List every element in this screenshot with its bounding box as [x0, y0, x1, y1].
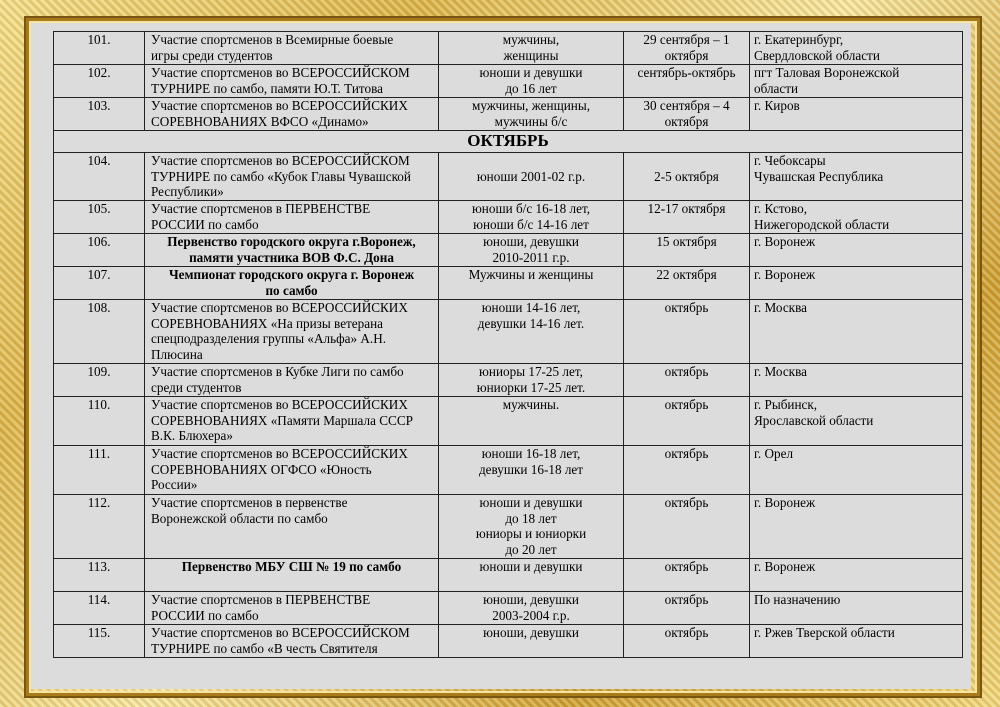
row-number: 105.: [54, 201, 145, 234]
table-row: [54, 397, 963, 446]
events-table: [53, 31, 963, 658]
table-row: [54, 234, 963, 267]
table-row: [54, 300, 963, 364]
event-date: октябрь: [624, 364, 750, 397]
table-row: [54, 267, 963, 300]
event-date: 29 сентября – 1 октября: [624, 32, 750, 65]
event-category: юноши, девушки 2010-2011 г.р.: [439, 234, 624, 267]
row-number: 102.: [54, 65, 145, 98]
event-date: октябрь: [624, 397, 750, 446]
table-row: [54, 153, 963, 201]
row-number: 110.: [54, 397, 145, 446]
event-date: октябрь: [624, 592, 750, 625]
event-category: юноши и девушки до 16 лет: [439, 65, 624, 98]
event-place: пгт Таловая Воронежской области: [750, 65, 963, 98]
month-header-row: [54, 131, 963, 153]
table-row: [54, 592, 963, 625]
event-place: г. Рыбинск, Ярославской области: [750, 397, 963, 446]
event-place: г. Орел: [750, 446, 963, 495]
event-title: Участие спортсменов во ВСЕРОССИЙСКИХ СОРЕВНОВАНИЯХ ОГФСО «Юность России»: [145, 446, 439, 495]
event-category: юниоры 17-25 лет, юниорки 17-25 лет.: [439, 364, 624, 397]
row-number: 111.: [54, 446, 145, 495]
event-title: Участие спортсменов во ВСЕРОССИЙСКИХ СОРЕВНОВАНИЯХ «Памяти Маршала СССР В.К. Блюхера»: [145, 397, 439, 446]
event-place: г. Москва: [750, 300, 963, 364]
table-row: [54, 446, 963, 495]
event-place: г. Екатеринбург, Свердловской области: [750, 32, 963, 65]
event-date: октябрь: [624, 625, 750, 658]
event-place: г. Воронеж: [750, 234, 963, 267]
event-date: 12-17 октября: [624, 201, 750, 234]
event-category: юноши, девушки: [439, 625, 624, 658]
event-category: юноши и девушки: [439, 559, 624, 592]
event-place: г. Воронеж: [750, 559, 963, 592]
row-number: 114.: [54, 592, 145, 625]
table-row: [54, 625, 963, 658]
row-number: 112.: [54, 495, 145, 559]
table-row: [54, 98, 963, 131]
event-place: г. Москва: [750, 364, 963, 397]
event-category: юноши, девушки 2003-2004 г.р.: [439, 592, 624, 625]
table-row: [54, 65, 963, 98]
table-row: [54, 559, 963, 592]
event-date: 15 октября: [624, 234, 750, 267]
event-place: г. Воронеж: [750, 495, 963, 559]
document-page: [31, 23, 971, 689]
event-place: По назначению: [750, 592, 963, 625]
row-number: 108.: [54, 300, 145, 364]
event-title: Участие спортсменов в первенстве Воронежской области по самбо: [145, 495, 439, 559]
event-date: сентябрь-октябрь: [624, 65, 750, 98]
event-title: Первенство городского округа г.Воронеж, памяти участника ВОВ Ф.С. Дона: [145, 234, 439, 267]
event-date: октябрь: [624, 300, 750, 364]
event-category: мужчины, женщины, мужчины б/с: [439, 98, 624, 131]
month-title: ОКТЯБРЬ: [54, 131, 963, 153]
event-category: юноши и девушки до 18 лет юниоры и юниорки до 20 лет: [439, 495, 624, 559]
event-date: октябрь: [624, 559, 750, 592]
event-place: г. Кстово, Нижегородской области: [750, 201, 963, 234]
event-title: Участие спортсменов в Кубке Лиги по самбо среди студентов: [145, 364, 439, 397]
event-title: Участие спортсменов во ВСЕРОССИЙСКИХ СОРЕВНОВАНИЯХ «На призы ветерана спецподразделения группы «Альфа» А.Н. Плюсина: [145, 300, 439, 364]
row-number: 101.: [54, 32, 145, 65]
event-title: Участие спортсменов в Всемирные боевые игры среди студентов: [145, 32, 439, 65]
event-title: Участие спортсменов в ПЕРВЕНСТВЕ РОССИИ по самбо: [145, 201, 439, 234]
event-title: Чемпионат городского округа г. Воронеж по самбо: [145, 267, 439, 300]
event-category: Мужчины и женщины: [439, 267, 624, 300]
event-date: 22 октября: [624, 267, 750, 300]
table-row: [54, 495, 963, 559]
event-place: г. Киров: [750, 98, 963, 131]
table-row: [54, 201, 963, 234]
event-category: юноши 16-18 лет, девушки 16-18 лет: [439, 446, 624, 495]
event-title: Участие спортсменов во ВСЕРОССИЙСКОМ ТУРНИРЕ по самбо «Кубок Главы Чувашской Республики»: [145, 153, 439, 201]
event-date: 2-5 октября: [624, 153, 750, 201]
event-title: Участие спортсменов во ВСЕРОССИЙСКИХ СОРЕВНОВАНИЯХ ВФСО «Динамо»: [145, 98, 439, 131]
row-number: 115.: [54, 625, 145, 658]
event-place: г. Воронеж: [750, 267, 963, 300]
event-date: 30 сентября – 4 октября: [624, 98, 750, 131]
event-title: Участие спортсменов во ВСЕРОССИЙСКОМ ТУРНИРЕ по самбо «В честь Святителя: [145, 625, 439, 658]
event-title: Участие спортсменов в ПЕРВЕНСТВЕ РОССИИ по самбо: [145, 592, 439, 625]
row-number: 103.: [54, 98, 145, 131]
row-number: 104.: [54, 153, 145, 201]
row-number: 113.: [54, 559, 145, 592]
table-row: [54, 32, 963, 65]
row-number: 109.: [54, 364, 145, 397]
event-place: г. Чебоксары Чувашская Республика: [750, 153, 963, 201]
event-title: Первенство МБУ СШ № 19 по самбо: [145, 559, 439, 592]
event-category: юноши 14-16 лет, девушки 14-16 лет.: [439, 300, 624, 364]
event-title: Участие спортсменов во ВСЕРОССИЙСКОМ ТУРНИРЕ по самбо, памяти Ю.Т. Титова: [145, 65, 439, 98]
event-category: юноши б/с 16-18 лет, юноши б/с 14-16 лет: [439, 201, 624, 234]
row-number: 107.: [54, 267, 145, 300]
event-category: юноши 2001-02 г.р.: [439, 153, 624, 201]
event-date: октябрь: [624, 446, 750, 495]
event-place: г. Ржев Тверской области: [750, 625, 963, 658]
event-category: мужчины, женщины: [439, 32, 624, 65]
table-row: [54, 364, 963, 397]
row-number: 106.: [54, 234, 145, 267]
event-category: мужчины.: [439, 397, 624, 446]
event-date: октябрь: [624, 495, 750, 559]
